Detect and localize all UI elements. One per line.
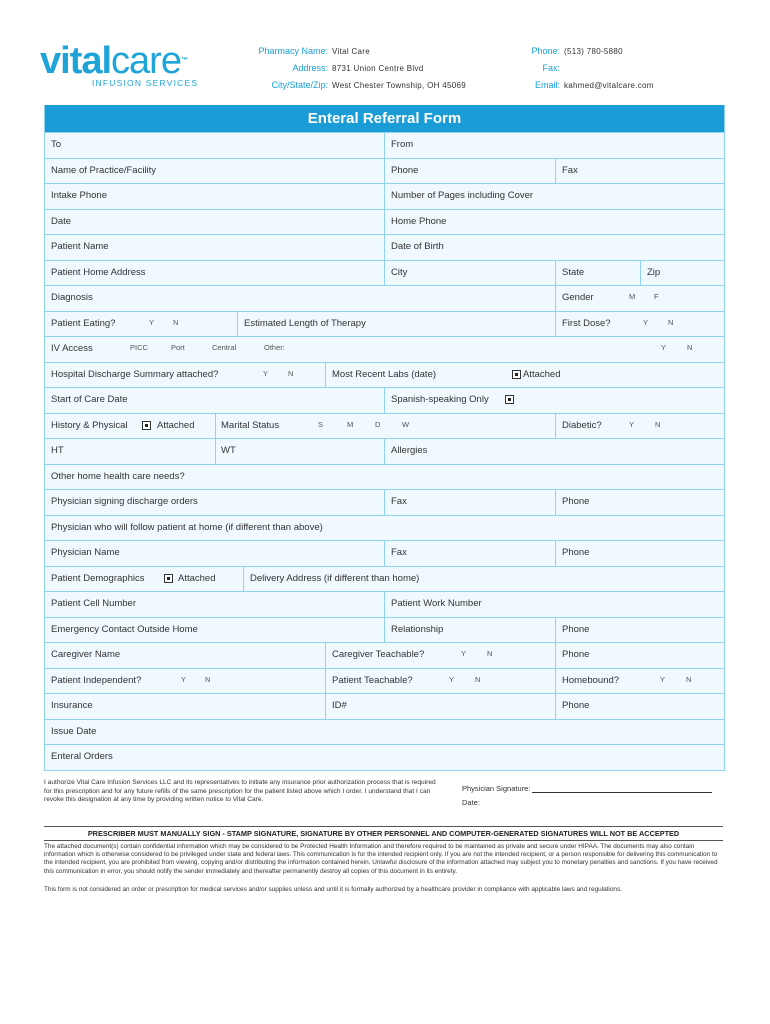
date-field[interactable]	[45, 210, 384, 235]
physician-name-field[interactable]	[45, 541, 384, 566]
form-row	[45, 668, 724, 694]
form-row	[45, 591, 724, 617]
spanish-label: Spanish-speaking Only	[391, 394, 489, 405]
caregiver-name-field[interactable]	[45, 643, 325, 668]
contact-info	[520, 43, 654, 94]
signature-date[interactable]	[462, 798, 480, 807]
marital-status-label: Marital Status	[221, 419, 280, 431]
homebound-label: Homebound?	[562, 674, 620, 686]
home-phone-label: Home Phone	[391, 215, 447, 227]
home-phone-field[interactable]	[384, 210, 724, 235]
intake-phone-field[interactable]	[45, 184, 384, 209]
form-title: Enteral Referral Form	[45, 105, 724, 132]
pharmacy-name-value: Vital Care	[332, 47, 370, 56]
patient-teachable-field[interactable]	[325, 669, 555, 694]
form-row	[45, 158, 724, 184]
patient-work-field[interactable]	[384, 592, 724, 617]
order-disclaimer: This form is not considered an order or prescription for medical services and/or supplies unless and until it is formally authorized by a healthcare provider in compliance with applicable laws and regulations.	[44, 886, 622, 893]
form-row	[45, 719, 724, 745]
num-pages-label: Number of Pages including Cover	[391, 190, 534, 201]
eating-no-option[interactable]: N	[173, 317, 179, 327]
phone-value: (513) 780-5880	[564, 47, 623, 56]
insurance-label: Insurance	[51, 700, 93, 711]
patient-teachable-no-option[interactable]: N	[475, 674, 481, 684]
discharge-no-option[interactable]: N	[288, 368, 294, 378]
patient-work-label: Patient Work Number	[391, 598, 482, 609]
homebound-yes-option[interactable]: Y	[660, 674, 666, 684]
physician-follow-field[interactable]	[45, 516, 724, 541]
discharge-phone-field[interactable]	[555, 490, 724, 515]
caregiver-phone-label: Phone	[562, 649, 590, 660]
from-fax-field[interactable]	[555, 159, 724, 184]
homebound-no-option[interactable]: N	[686, 674, 692, 684]
form-row	[45, 311, 724, 337]
form-row	[45, 642, 724, 668]
pharmacy-info	[240, 43, 466, 94]
city-field[interactable]	[384, 261, 555, 286]
physician-follow-label: Physician who will follow patient at home (if different than above)	[51, 521, 323, 533]
email-label: Email:	[534, 80, 560, 90]
spanish-checkbox[interactable]	[505, 395, 514, 404]
patient-independent-field[interactable]	[45, 669, 325, 694]
vitalcare-logo	[40, 42, 210, 87]
diabetic-label: Diabetic?	[562, 419, 602, 431]
logo-trademark: ™	[180, 57, 187, 64]
from-phone-field[interactable]	[384, 159, 555, 184]
physician-phone-field[interactable]	[555, 541, 724, 566]
emergency-phone-label: Phone	[562, 623, 590, 635]
history-physical-field[interactable]	[45, 414, 215, 439]
diabetic-yes-option[interactable]: Y	[629, 419, 635, 429]
form-row	[45, 438, 724, 464]
independent-no-option[interactable]: N	[205, 674, 211, 684]
form-row	[45, 464, 724, 490]
physician-discharge-label: Physician signing discharge orders	[51, 496, 198, 507]
recent-labs-label: Most Recent Labs (date)	[332, 368, 437, 380]
iv-no-option[interactable]: N	[687, 343, 693, 352]
iv-access-label: IV Access	[51, 343, 93, 354]
zip-label: Zip	[647, 266, 661, 278]
pharmacy-name-label: Pharmacy Name:	[258, 46, 328, 56]
patient-eating-label: Patient Eating?	[51, 317, 116, 329]
referral-form	[44, 105, 725, 771]
diabetic-field[interactable]	[555, 414, 724, 439]
form-row	[45, 413, 724, 439]
caregiver-teachable-label: Caregiver Teachable?	[332, 649, 425, 660]
signature-line[interactable]	[532, 783, 712, 793]
caregiver-name-label: Caregiver Name	[51, 649, 121, 660]
form-row	[45, 566, 724, 592]
diagnosis-field[interactable]	[45, 286, 555, 311]
recent-labs-field[interactable]	[325, 363, 724, 388]
patient-eating-field[interactable]	[45, 312, 237, 337]
intake-phone-label: Intake Phone	[51, 190, 107, 201]
iv-access-field[interactable]	[45, 337, 724, 362]
allergies-field[interactable]	[384, 439, 724, 464]
form-row	[45, 362, 724, 388]
relationship-label: Relationship	[391, 623, 444, 635]
emergency-contact-label: Emergency Contact Outside Home	[51, 623, 198, 635]
relationship-field[interactable]	[384, 618, 555, 643]
phone-label: Phone:	[531, 46, 560, 56]
other-needs-field[interactable]	[45, 465, 724, 490]
demographics-field[interactable]	[45, 567, 243, 592]
discharge-phone-label: Phone	[562, 496, 590, 507]
marital-m-option[interactable]: M	[347, 419, 354, 429]
marital-w-option[interactable]: W	[402, 419, 410, 429]
id-field[interactable]	[325, 694, 555, 719]
ht-field[interactable]	[45, 439, 215, 464]
divider	[44, 840, 723, 841]
first-dose-label: First Dose?	[562, 317, 611, 329]
fax-label: Fax:	[542, 63, 560, 73]
form-row	[45, 489, 724, 515]
start-of-care-field[interactable]	[45, 388, 384, 413]
start-of-care-label: Start of Care Date	[51, 394, 128, 405]
independent-yes-option[interactable]: Y	[181, 674, 187, 684]
state-label: State	[562, 266, 585, 278]
form-row	[45, 336, 724, 362]
marital-d-option[interactable]: D	[375, 419, 381, 429]
marital-status-field[interactable]	[215, 414, 555, 439]
first-dose-no-option[interactable]: N	[668, 317, 674, 327]
insurance-phone-label: Phone	[562, 700, 590, 711]
home-address-label: Patient Home Address	[51, 266, 146, 278]
labs-attached-checkbox[interactable]	[512, 370, 521, 379]
gender-m-option[interactable]: M	[629, 292, 636, 301]
gender-label: Gender	[562, 292, 594, 303]
confidentiality-notice: The attached document(s) contain confidential information which may be considered to be Protected Health Information and therefore required to be maintained as private and secure under HIPAA. The documents may also contain information which is otherwise considered to be privileged under state and federal laws. This communication is for the intended recipient only. If you are not the intended recipient, or a person responsible for delivering this communication to the intended recipient, you are prohibited from viewing, copying and/or distributing the information contained herein. Unlawful disclosure of the information attached may subject you to monetary penalties and sanctions. If you have received this communication in error, you should notify the sender immediately and thereafter permanently destroy all copies of this document in its entirety.	[44, 843, 718, 875]
insurance-field[interactable]	[45, 694, 325, 719]
gender-f-option[interactable]: F	[654, 292, 659, 301]
patient-teachable-yes-option[interactable]: Y	[449, 674, 455, 684]
patient-name-label: Patient Name	[51, 241, 109, 252]
authorization-text: I authorize Vital Care Infusion Services LLC and its representatives to initiate any insurance prior authorization process that is required for this prescription and for any future refills of the same prescription for the patient listed above which I order. I understand that I can revoke this designation at any time by providing written notice to Vital Care.	[44, 779, 436, 804]
iv-central-option[interactable]: Central	[212, 343, 237, 352]
homebound-field[interactable]	[555, 669, 724, 694]
iv-yes-option[interactable]: Y	[661, 343, 667, 352]
spanish-field[interactable]	[384, 388, 724, 413]
physician-fax-label: Fax	[391, 547, 407, 558]
wt-field[interactable]	[215, 439, 384, 464]
id-label: ID#	[332, 700, 347, 711]
dob-label: Date of Birth	[391, 241, 444, 252]
form-row	[45, 693, 724, 719]
physician-name-label: Physician Name	[51, 547, 120, 558]
iv-picc-option[interactable]: PICC	[130, 343, 148, 352]
form-row	[45, 387, 724, 413]
first-dose-field[interactable]	[555, 312, 724, 337]
patient-cell-label: Patient Cell Number	[51, 598, 137, 609]
state-field[interactable]	[555, 261, 640, 286]
demographics-attached-checkbox[interactable]	[164, 574, 173, 583]
from-label: From	[391, 139, 414, 150]
dob-field[interactable]	[384, 235, 724, 260]
num-pages-field[interactable]	[384, 184, 724, 209]
caregiver-phone-field[interactable]	[555, 643, 724, 668]
hospital-discharge-label: Hospital Discharge Summary attached?	[51, 368, 219, 380]
physician-signature[interactable]	[462, 783, 712, 793]
logo-word-care: care	[111, 40, 181, 82]
logo-word-vital: vital	[40, 40, 112, 82]
issue-date-field[interactable]	[45, 720, 724, 745]
physician-signature-label: Physician Signature:	[462, 784, 531, 793]
physician-phone-label: Phone	[562, 547, 590, 558]
caregiver-yes-option[interactable]: Y	[461, 649, 467, 658]
est-length-field[interactable]	[237, 312, 555, 337]
discharge-fax-field[interactable]	[384, 490, 555, 515]
discharge-fax-label: Fax	[391, 496, 407, 507]
practice-label: Name of Practice/Facility	[51, 164, 157, 176]
city-value: West Chester Township, OH 45069	[332, 81, 466, 90]
fax-label: Fax	[562, 164, 578, 176]
divider	[44, 826, 723, 827]
physician-discharge-field[interactable]	[45, 490, 384, 515]
date-label: Date	[51, 215, 72, 227]
patient-cell-field[interactable]	[45, 592, 384, 617]
patient-teachable-label: Patient Teachable?	[332, 674, 413, 686]
delivery-address-field[interactable]	[243, 567, 724, 592]
enteral-orders-field[interactable]	[45, 745, 724, 770]
gender-field[interactable]	[555, 286, 724, 311]
diagnosis-label: Diagnosis	[51, 292, 93, 303]
insurance-phone-field[interactable]	[555, 694, 724, 719]
allergies-label: Allergies	[391, 445, 428, 456]
emergency-phone-field[interactable]	[555, 618, 724, 643]
demographics-attached-label: Attached	[178, 572, 216, 584]
signature-date-label: Date:	[462, 798, 480, 807]
prescriber-warning: PRESCRIBER MUST MANUALLY SIGN - STAMP SIGNATURE, SIGNATURE BY OTHER PERSONNEL AND COMPUTER-GENERATED SIGNATURES WILL NOT BE ACCEPTED	[87, 829, 680, 838]
eating-yes-option[interactable]: Y	[149, 317, 155, 327]
patient-independent-label: Patient Independent?	[51, 674, 142, 686]
from-field[interactable]	[384, 133, 724, 158]
form-row	[45, 285, 724, 311]
hospital-discharge-field[interactable]	[45, 363, 325, 388]
form-row	[45, 209, 724, 235]
first-dose-yes-option[interactable]: Y	[643, 317, 649, 327]
zip-field[interactable]	[640, 261, 724, 286]
form-row	[45, 234, 724, 260]
issue-date-label: Issue Date	[51, 725, 97, 737]
email-value: kahmed@vitalcare.com	[564, 81, 654, 90]
history-physical-label: History & Physical	[51, 419, 128, 431]
ht-label: HT	[51, 445, 64, 456]
est-length-label: Estimated Length of Therapy	[244, 317, 366, 329]
other-needs-label: Other home health care needs?	[51, 470, 185, 482]
iv-port-option[interactable]: Port	[171, 343, 185, 352]
caregiver-no-option[interactable]: N	[487, 649, 493, 658]
form-row	[45, 515, 724, 541]
diabetic-no-option[interactable]: N	[655, 419, 661, 429]
form-row	[45, 617, 724, 643]
to-field[interactable]	[45, 133, 384, 158]
marital-s-option[interactable]: S	[318, 419, 324, 429]
city-label: City/State/Zip:	[271, 80, 328, 90]
home-address-field[interactable]	[45, 261, 384, 286]
practice-field[interactable]	[45, 159, 384, 184]
caregiver-teachable-field[interactable]	[325, 643, 555, 668]
enteral-orders-label: Enteral Orders	[51, 751, 113, 762]
labs-attached-label: Attached	[523, 368, 561, 380]
address-value: 8731 Union Centre Blvd	[332, 64, 424, 73]
phone-label: Phone	[391, 164, 419, 176]
demographics-label: Patient Demographics	[51, 572, 145, 584]
emergency-contact-field[interactable]	[45, 618, 384, 643]
city-label: City	[391, 266, 408, 278]
hp-attached-checkbox[interactable]	[142, 421, 151, 430]
iv-other-option[interactable]: Other:	[264, 343, 285, 352]
form-row	[45, 744, 724, 770]
form-row	[45, 540, 724, 566]
to-label: To	[51, 139, 62, 150]
logo-subtitle: INFUSION SERVICES	[92, 78, 199, 88]
address-label: Address:	[292, 63, 328, 73]
form-row	[45, 183, 724, 209]
wt-label: WT	[221, 445, 236, 456]
delivery-address-label: Delivery Address (if different than home)	[250, 572, 420, 584]
hp-attached-label: Attached	[157, 419, 195, 431]
patient-name-field[interactable]	[45, 235, 384, 260]
discharge-yes-option[interactable]: Y	[263, 368, 269, 378]
physician-fax-field[interactable]	[384, 541, 555, 566]
form-row	[45, 132, 724, 158]
form-row	[45, 260, 724, 286]
